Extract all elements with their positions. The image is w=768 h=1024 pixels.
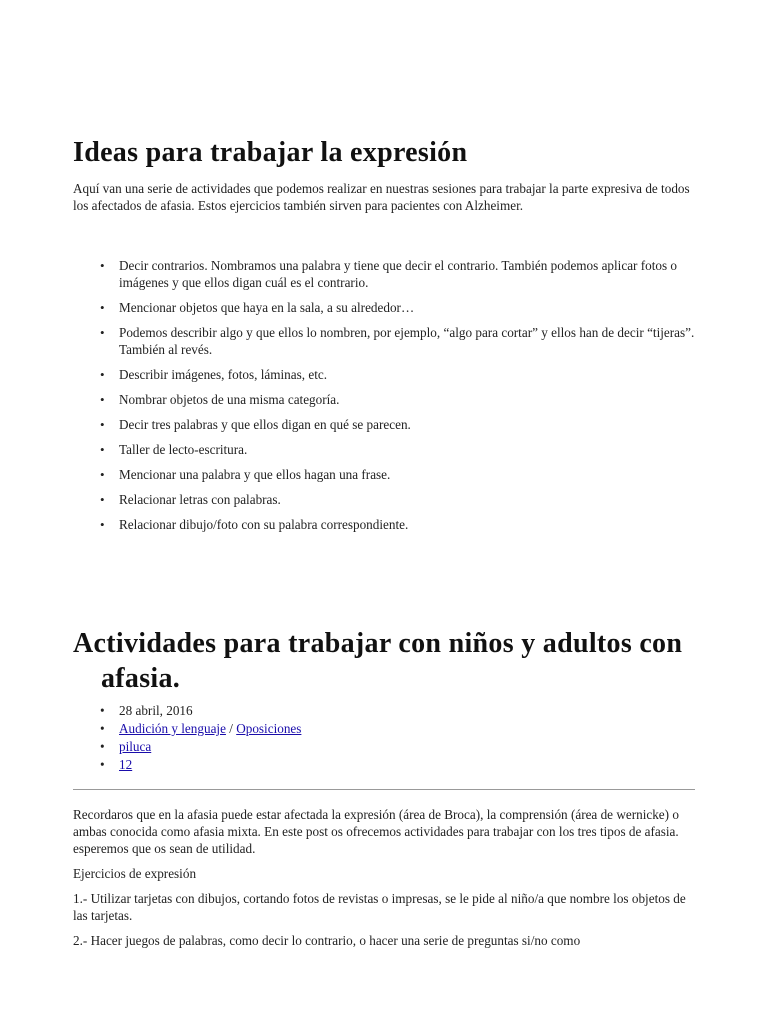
list-item: • Decir contrarios. Nombramos una palabra y tiene que decir el contrario. También podemos aplicar fotos o imágenes y que ellos digan cuál es el contrario. [73, 257, 695, 291]
section-heading-ideas: Ideas para trabajar la expresión [73, 137, 468, 168]
post-body [73, 806, 703, 957]
list-item: • Nombrar objetos de una misma categoría. [73, 391, 695, 408]
body-paragraph: Ejercicios de expresión [73, 866, 197, 881]
author-link[interactable]: piluca [119, 739, 152, 754]
category-link-audicion[interactable]: Audición y lenguaje [119, 721, 226, 736]
post-date [73, 702, 301, 720]
post-title: Actividades para trabajar con niños y adultos con afasia. [73, 628, 683, 694]
list-item: • Describir imágenes, fotos, láminas, etc. [73, 366, 695, 383]
body-paragraph: 2.- Hacer juegos de palabras, como decir lo contrario, o hacer una serie de preguntas si/no como [73, 933, 581, 948]
list-item: • Decir tres palabras y que ellos digan en qué se parecen. [73, 416, 695, 433]
post-date-text: 28 abril, 2016 [119, 703, 193, 718]
list-item: • Relacionar letras con palabras. [73, 491, 695, 508]
body-paragraph: 1.- Utilizar tarjetas con dibujos, cortando fotos de revistas o impresas, se le pide al niño/a que nombre los objetos de las tarjetas. [73, 891, 686, 923]
body-paragraph: Recordaros que en la afasia puede estar afectada la expresión (área de Broca), la comprensión (área de wernicke) o ambas conocida como afasia mixta. En este post os ofrecemos actividades para trabajar con los tres tipos de afasia. esperemos que os sean de utilidad. [73, 807, 679, 856]
post-author [73, 738, 301, 756]
post-meta [73, 702, 301, 774]
list-item: • Mencionar una palabra y que ellos hagan una frase. [73, 466, 695, 483]
list-item: • Taller de lecto-escritura. [73, 441, 695, 458]
comments-link[interactable]: 12 [119, 757, 133, 772]
list-item: • Mencionar objetos que haya en la sala, a su alrededor… [73, 299, 695, 316]
activities-list [73, 257, 695, 541]
list-item: • Podemos describir algo y que ellos lo nombren, por ejemplo, “algo para cortar” y ellos han de decir “tijeras”. También al revés. [73, 324, 695, 358]
category-separator: / [225, 721, 237, 736]
category-link-oposiciones[interactable]: Oposiciones [236, 721, 302, 736]
intro-paragraph: Aquí van una serie de actividades que podemos realizar en nuestras sesiones para trabajar la parte expresiva de todos los afectados de afasia. Estos ejercicios también sirven para pacientes con Alzheimer. [73, 181, 690, 213]
post-comments [73, 756, 301, 774]
divider [73, 789, 695, 790]
list-item: • Relacionar dibujo/foto con su palabra correspondiente. [73, 516, 695, 533]
post-categories [73, 720, 301, 738]
